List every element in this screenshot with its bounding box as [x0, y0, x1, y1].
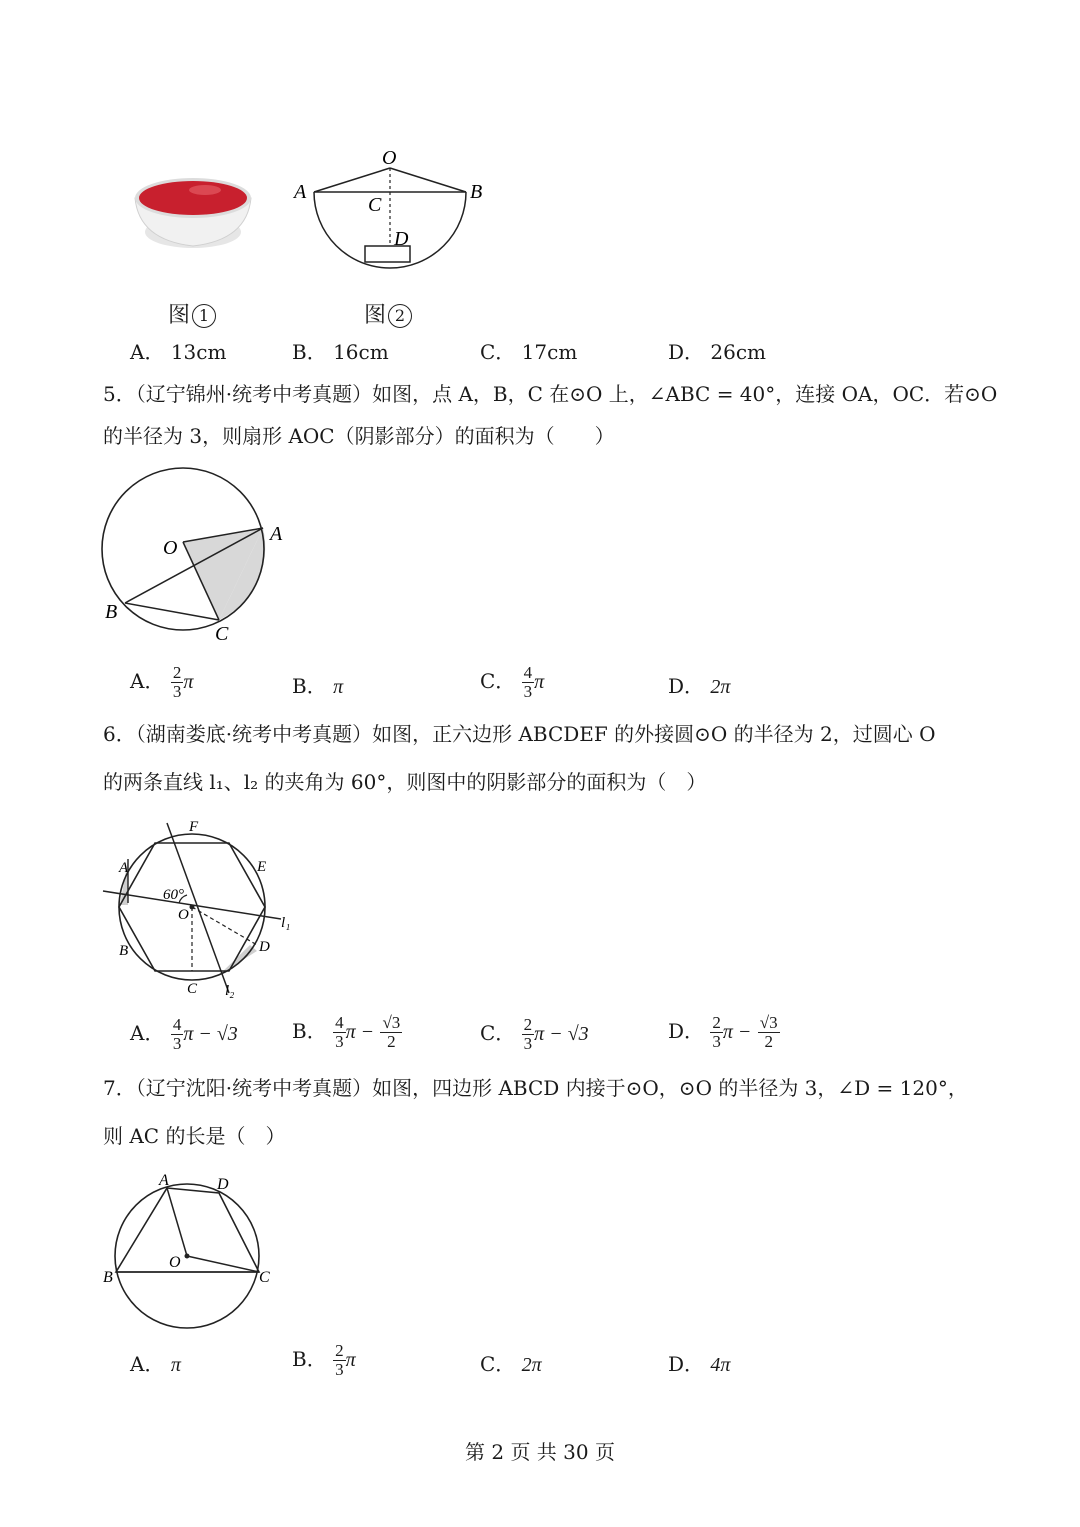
q6-option-a[interactable]: A． $\frac{4}{3}$ π − √3	[130, 1015, 238, 1053]
q5-option-a[interactable]: A． $\frac{2}{3}$ π	[130, 663, 194, 701]
label-A: A	[294, 181, 307, 203]
q6-option-c[interactable]: C． $\frac{2}{3}$ π − √3	[480, 1015, 589, 1053]
label-E: E	[257, 859, 267, 875]
label-O: O	[163, 537, 178, 559]
q6-line1: 6．（湖南娄底·统考中考真题）如图，正六边形 ABCDEF 的外接圆⊙O 的半径为 2，过圆心 O	[103, 722, 936, 746]
label-B: B	[103, 1269, 113, 1286]
figure-2-caption: 图 2	[364, 298, 412, 329]
label-A: A	[159, 1172, 169, 1189]
label-l1: l₁	[281, 915, 291, 931]
q5-option-d[interactable]: D． 2π	[668, 674, 731, 698]
q7-line1: 7．（辽宁沈阳·统考中考真题）如图，四边形 ABCD 内接于⊙O，⊙O 的半径为 3，∠D = 120°，	[103, 1076, 968, 1100]
bowl-photo	[125, 170, 265, 255]
label-O: O	[382, 147, 397, 169]
q5-option-c[interactable]: C． $\frac{4}{3}$ π	[480, 663, 545, 701]
q7-line2: 则 AC 的长是（ ）	[103, 1124, 286, 1148]
angle-label: 60°	[163, 887, 184, 903]
q5-option-b[interactable]: B． π	[292, 674, 344, 698]
q4-option-d[interactable]: D． 26cm	[668, 340, 767, 364]
label-l2: l₂	[225, 983, 235, 999]
q7-option-d[interactable]: D． 4π	[668, 1352, 731, 1376]
q4-option-c[interactable]: C． 17cm	[480, 340, 578, 364]
label-B: B	[105, 601, 118, 623]
circled-number: 1	[192, 304, 216, 328]
q5-line2: 的半径为 3，则扇形 AOC（阴影部分）的面积为（ ）	[103, 424, 615, 448]
q6-option-b[interactable]: B． $\frac{4}{3}$ π − $\frac{√3}{2}$	[292, 1013, 401, 1051]
label-C: C	[187, 981, 198, 997]
q7-quadrilateral-diagram	[95, 1168, 285, 1333]
label-D: D	[394, 228, 409, 250]
q6-line2: 的两条直线 l₁、l₂ 的夹角为 60°，则图中的阴影部分的面积为（ ）	[103, 770, 707, 794]
label-D: D	[259, 939, 270, 955]
label-D: D	[217, 1176, 229, 1193]
q6-option-d[interactable]: D． $\frac{2}{3}$ π − $\frac{√3}{2}$	[668, 1013, 778, 1051]
label-A: A	[270, 523, 283, 545]
q5-line1: 5．（辽宁锦州·统考中考真题）如图，点 A，B，C 在⊙O 上，∠ABC = 40°，连接 OA，OC．若⊙O	[103, 382, 998, 406]
label-C: C	[215, 623, 229, 645]
q7-option-c[interactable]: C． 2π	[480, 1352, 542, 1376]
bowl-diagram	[290, 140, 490, 270]
q7-option-a[interactable]: A． π	[130, 1352, 181, 1376]
figure-1-caption: 图 1	[168, 298, 216, 329]
circled-number: 2	[388, 304, 412, 328]
label-O: O	[178, 907, 189, 923]
label-F: F	[189, 819, 199, 835]
q4-option-a[interactable]: A． 13cm	[130, 340, 227, 364]
label-B: B	[119, 943, 129, 959]
page-footer: 第 2 页 共 30 页	[465, 1440, 615, 1464]
label-A: A	[119, 860, 129, 876]
label-O: O	[169, 1254, 181, 1271]
label-C: C	[259, 1269, 270, 1286]
q4-option-b[interactable]: B． 16cm	[292, 340, 389, 364]
q5-circle-diagram	[95, 460, 295, 650]
q6-hexagon-diagram	[95, 815, 305, 1005]
q7-option-b[interactable]: B． $\frac{2}{3}$ π	[292, 1341, 356, 1379]
label-C: C	[368, 194, 382, 216]
label-B: B	[470, 181, 483, 203]
